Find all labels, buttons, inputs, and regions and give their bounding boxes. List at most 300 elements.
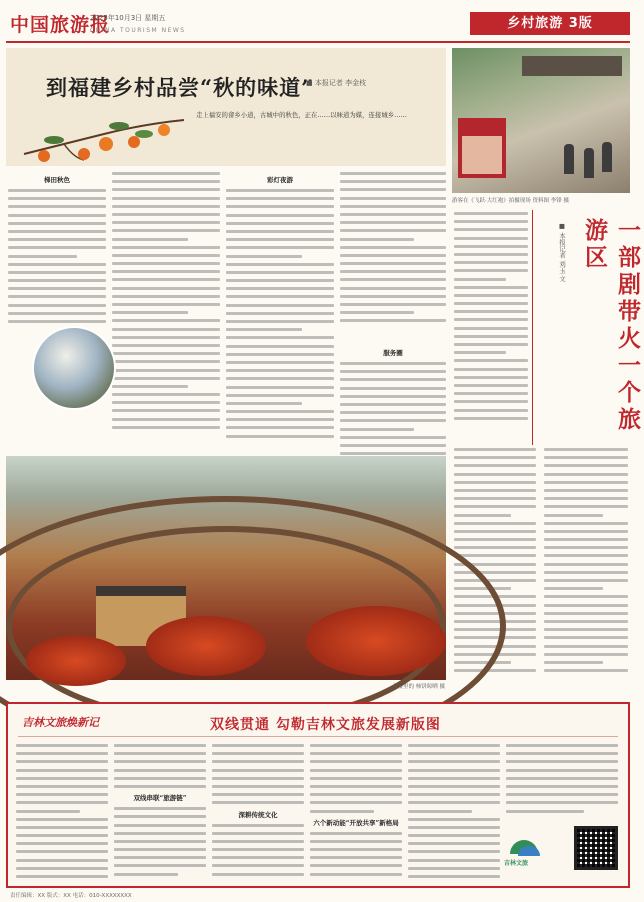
text-line	[112, 336, 220, 339]
text-line	[454, 400, 528, 403]
text-line	[408, 785, 500, 788]
text-line	[112, 409, 220, 412]
text-line	[16, 777, 108, 780]
text-line	[114, 832, 206, 835]
text-line	[226, 222, 334, 225]
text-line	[544, 530, 628, 533]
text-line	[16, 801, 108, 804]
text-line	[226, 353, 334, 356]
text-line	[8, 295, 106, 298]
text-line	[454, 253, 528, 256]
text-line	[112, 393, 220, 396]
issue-info	[90, 13, 186, 34]
text-line	[16, 818, 108, 821]
text-line	[454, 302, 528, 305]
text-line	[454, 294, 528, 297]
text-line	[408, 834, 500, 837]
text-line	[340, 172, 446, 175]
logo-text: 吉林文旅	[504, 860, 529, 867]
text-line	[340, 238, 414, 241]
text-line	[340, 428, 414, 431]
text-line	[8, 189, 106, 192]
text-line	[112, 369, 220, 372]
text-line	[454, 392, 528, 395]
text-line	[226, 287, 334, 290]
text-line	[112, 270, 220, 273]
text-line	[454, 489, 536, 492]
text-line	[226, 377, 334, 380]
text-line	[340, 221, 446, 224]
text-line	[544, 481, 628, 484]
text-line	[226, 205, 334, 208]
text-line	[454, 269, 528, 272]
english-name: CHINA TOURISM NEWS	[90, 27, 186, 34]
text-line	[8, 304, 106, 307]
text-line	[340, 213, 446, 216]
text-line	[454, 464, 536, 467]
text-line	[310, 785, 402, 788]
bottom-subhead: 深耕传统文化	[238, 810, 278, 819]
bottom-col1	[16, 744, 108, 883]
text-line	[454, 409, 528, 412]
text-line	[506, 810, 584, 813]
text-line	[16, 842, 108, 845]
main-subhead: 彩灯夜游	[267, 176, 293, 184]
text-line	[544, 538, 628, 541]
text-line	[112, 205, 220, 208]
bottom-feature-brand: 吉林文旅焕新记	[22, 716, 99, 729]
main-article-col2	[112, 172, 220, 434]
text-line	[114, 777, 206, 780]
text-line	[212, 840, 304, 843]
drying-persimmons	[146, 616, 266, 676]
text-line	[544, 636, 628, 639]
text-line	[340, 370, 446, 373]
text-line	[408, 842, 500, 845]
text-line	[226, 328, 302, 331]
text-line	[506, 777, 618, 780]
text-line	[112, 328, 220, 331]
bottom-col4	[310, 744, 402, 881]
text-line	[544, 595, 628, 598]
text-line	[112, 254, 220, 257]
text-line	[310, 873, 402, 876]
text-line	[340, 205, 446, 208]
text-line	[408, 826, 500, 829]
text-line	[114, 769, 206, 772]
text-line	[16, 752, 108, 755]
main-subhead: 梯田秋色	[44, 176, 70, 184]
main-article-col1	[8, 172, 106, 328]
text-line	[8, 205, 106, 208]
text-line	[114, 824, 206, 827]
text-line	[212, 864, 304, 867]
text-line	[454, 359, 528, 362]
text-line	[114, 848, 206, 851]
text-line	[8, 320, 106, 323]
text-line	[340, 378, 446, 381]
text-line	[408, 810, 472, 813]
text-line	[454, 220, 528, 223]
text-line	[8, 255, 77, 258]
text-line	[340, 188, 446, 191]
text-line	[16, 834, 108, 837]
text-line	[112, 311, 188, 314]
text-line	[114, 752, 206, 755]
text-line	[454, 481, 536, 484]
main-article-title: 到福建乡村品尝“秋的味道”	[46, 75, 315, 100]
text-line	[454, 368, 528, 371]
text-line	[454, 530, 536, 533]
qr-code-icon[interactable]	[574, 826, 618, 870]
text-line	[408, 744, 500, 747]
text-line	[454, 505, 536, 508]
text-line	[310, 848, 402, 851]
text-line	[408, 777, 500, 780]
main-subhead: 服务圈	[383, 349, 403, 357]
text-line	[544, 653, 628, 656]
text-line	[506, 752, 618, 755]
text-line	[506, 801, 618, 804]
text-line	[226, 369, 334, 372]
text-line	[544, 522, 628, 525]
text-line	[454, 212, 528, 215]
text-line	[310, 777, 402, 780]
text-line	[112, 295, 220, 298]
text-line	[544, 645, 628, 648]
text-line	[212, 777, 304, 780]
text-line	[212, 760, 304, 763]
text-line	[340, 411, 446, 414]
main-article-col3	[226, 172, 334, 443]
text-line	[112, 278, 220, 281]
text-line	[544, 669, 628, 672]
text-line	[226, 435, 334, 438]
text-line	[112, 319, 220, 322]
text-line	[454, 522, 536, 525]
text-line	[408, 801, 500, 804]
text-line	[408, 867, 500, 870]
text-line	[114, 760, 206, 763]
text-line	[114, 807, 206, 810]
text-line	[454, 417, 528, 420]
text-line	[112, 303, 220, 306]
bottom-col5	[408, 744, 500, 883]
text-line	[454, 318, 528, 321]
bottom-feature-rule	[18, 736, 618, 737]
text-line	[340, 197, 446, 200]
text-line	[454, 448, 536, 451]
text-line	[114, 840, 206, 843]
text-line	[340, 395, 446, 398]
text-line	[112, 172, 220, 175]
text-line	[310, 832, 402, 835]
text-line	[212, 824, 304, 827]
text-line	[8, 197, 106, 200]
right-article-byline: ■ 本报记者 刘玉 文	[558, 222, 566, 282]
text-line	[340, 452, 446, 455]
text-line	[212, 856, 304, 859]
text-line	[212, 873, 304, 876]
main-article-byline: ■ 本报记者 李金枝	[306, 79, 367, 87]
text-line	[112, 418, 220, 421]
masthead-rule	[6, 41, 630, 43]
drying-persimmons	[26, 636, 126, 686]
text-line	[340, 246, 446, 249]
vertical-title-rule	[532, 210, 533, 445]
bottom-col2	[114, 744, 206, 881]
text-line	[8, 238, 106, 241]
text-line	[454, 351, 506, 354]
text-line	[408, 769, 500, 772]
text-line	[544, 489, 628, 492]
text-line	[16, 850, 108, 853]
text-line	[212, 752, 304, 755]
text-line	[8, 246, 106, 249]
text-line	[212, 793, 304, 796]
text-line	[340, 229, 446, 232]
text-line	[114, 815, 206, 818]
text-line	[454, 286, 528, 289]
text-line	[544, 554, 628, 557]
issue-date: 2025年10月3日 星期五	[90, 14, 166, 22]
text-line	[454, 335, 528, 338]
text-line	[340, 311, 414, 314]
photo-poster-face	[462, 136, 502, 174]
right-article-text-top	[454, 212, 528, 425]
text-line	[112, 352, 220, 355]
text-line	[226, 295, 334, 298]
text-line	[454, 237, 528, 240]
text-line	[112, 238, 188, 241]
text-line	[226, 345, 334, 348]
persimmon-branch-illustration	[24, 114, 184, 164]
text-line	[454, 343, 528, 346]
text-line	[408, 850, 500, 853]
text-line	[506, 760, 618, 763]
text-line	[226, 197, 334, 200]
text-line	[544, 571, 628, 574]
text-line	[310, 744, 402, 747]
main-article-deck: 走上福安的畲乡小道，古城中的秋色，正在……以味道为媒，连接城乡……	[196, 111, 407, 119]
text-line	[454, 310, 528, 313]
text-line	[544, 546, 628, 549]
text-line	[112, 188, 220, 191]
text-line	[454, 473, 536, 476]
text-line	[544, 456, 628, 459]
text-line	[16, 760, 108, 763]
text-line	[226, 361, 334, 364]
circle-landscape-photo	[32, 326, 116, 410]
text-line	[340, 278, 446, 281]
text-line	[506, 769, 618, 772]
drama-filming-photo	[452, 48, 630, 193]
text-line	[226, 279, 334, 282]
text-line	[16, 744, 108, 747]
bottom-feature-title: 双线贯通 勾勒吉林文旅发展新版图	[210, 717, 441, 733]
text-line	[16, 810, 80, 813]
text-line	[310, 840, 402, 843]
text-line	[112, 287, 220, 290]
text-line	[544, 514, 603, 517]
text-line	[114, 856, 206, 859]
text-line	[310, 864, 402, 867]
masthead	[0, 0, 636, 44]
text-line	[544, 612, 628, 615]
text-line	[310, 752, 402, 755]
newspaper-logo: 中国旅游报	[10, 14, 111, 36]
text-line	[340, 262, 446, 265]
text-line	[544, 579, 628, 582]
text-line	[114, 744, 206, 747]
text-line	[212, 785, 304, 788]
text-line	[212, 744, 304, 747]
text-line	[454, 327, 528, 330]
text-line	[340, 295, 446, 298]
text-line	[16, 875, 108, 878]
text-line	[226, 336, 334, 339]
text-line	[8, 263, 106, 266]
text-line	[212, 832, 304, 835]
text-line	[112, 197, 220, 200]
text-line	[226, 214, 334, 217]
photo-visitor	[602, 142, 612, 172]
text-line	[8, 271, 106, 274]
text-line	[226, 402, 302, 405]
text-line	[340, 180, 446, 183]
text-line	[544, 661, 603, 664]
main-article-col4-lower	[340, 345, 446, 460]
bottom-subhead: 双线串联“旅游链”	[133, 794, 187, 803]
text-line	[454, 261, 528, 264]
text-line	[340, 287, 446, 290]
photo-building-roof	[522, 56, 622, 76]
right-article-title: 一部剧带火一个旅游区	[581, 218, 641, 434]
bottom-col6	[506, 744, 618, 818]
text-line	[544, 587, 603, 590]
text-line	[226, 189, 334, 192]
text-line	[8, 287, 106, 290]
text-line	[226, 394, 334, 397]
text-line	[226, 255, 302, 258]
text-line	[544, 497, 628, 500]
text-line	[112, 246, 220, 249]
text-line	[310, 793, 402, 796]
photo-visitor	[564, 144, 574, 174]
text-line	[340, 319, 446, 322]
text-line	[340, 303, 446, 306]
text-line	[8, 222, 106, 225]
text-line	[544, 620, 628, 623]
text-line	[112, 377, 220, 380]
text-line	[310, 810, 374, 813]
tulou-persimmon-photo	[6, 456, 446, 680]
text-line	[544, 563, 628, 566]
text-line	[112, 360, 220, 363]
text-line	[506, 793, 618, 796]
text-line	[226, 230, 334, 233]
text-line	[310, 856, 402, 859]
section-banner: 乡村旅游 3版	[470, 12, 630, 35]
text-line	[212, 801, 304, 804]
main-article-col4	[340, 172, 446, 328]
text-line	[112, 385, 188, 388]
text-line	[544, 604, 628, 607]
text-line	[114, 785, 206, 788]
text-line	[454, 538, 536, 541]
page-footer: 责任编辑：XX 版式：XX 电话：010-XXXXXXXX	[10, 893, 132, 899]
text-line	[544, 448, 628, 451]
text-line	[544, 473, 628, 476]
text-line	[112, 401, 220, 404]
text-line	[16, 826, 108, 829]
text-line	[226, 386, 334, 389]
headline-area	[6, 48, 446, 166]
mid-photo-caption: 土楼里的 柿饼晾晒 摄	[392, 684, 445, 690]
text-line	[544, 628, 628, 631]
drying-persimmons	[306, 606, 446, 676]
right-photo-caption: 游客在《飞跃·大红袍》拍摄现场 资料图 李锋 摄	[452, 198, 569, 204]
bottom-feature-box	[6, 702, 630, 888]
text-line	[454, 228, 528, 231]
text-line	[226, 304, 334, 307]
text-line	[226, 246, 334, 249]
text-line	[340, 270, 446, 273]
text-line	[8, 214, 106, 217]
text-line	[8, 279, 106, 282]
vertical-title-block	[538, 210, 641, 440]
text-line	[16, 867, 108, 870]
text-line	[16, 859, 108, 862]
text-line	[226, 263, 334, 266]
text-line	[310, 801, 402, 804]
text-line	[112, 180, 220, 183]
text-line	[340, 419, 446, 422]
text-line	[544, 464, 628, 467]
text-line	[112, 426, 220, 429]
text-line	[454, 376, 528, 379]
text-line	[226, 426, 334, 429]
text-line	[114, 864, 206, 867]
photo-visitor	[584, 148, 594, 178]
text-line	[340, 362, 446, 365]
text-line	[112, 213, 220, 216]
text-line	[454, 278, 506, 281]
text-line	[454, 497, 536, 500]
jilin-tourism-logo	[504, 838, 564, 868]
text-line	[340, 403, 446, 406]
text-line	[408, 818, 500, 821]
text-line	[454, 245, 528, 248]
text-line	[310, 760, 402, 763]
text-line	[112, 229, 220, 232]
text-line	[16, 785, 108, 788]
text-line	[454, 384, 528, 387]
text-line	[212, 769, 304, 772]
text-line	[226, 271, 334, 274]
text-line	[340, 254, 446, 257]
text-line	[408, 859, 500, 862]
text-line	[16, 769, 108, 772]
text-line	[544, 505, 628, 508]
text-line	[226, 238, 334, 241]
text-line	[408, 875, 500, 878]
right-article-text-col2	[544, 448, 628, 677]
text-line	[112, 221, 220, 224]
text-line	[112, 262, 220, 265]
text-line	[226, 418, 334, 421]
text-line	[506, 785, 618, 788]
